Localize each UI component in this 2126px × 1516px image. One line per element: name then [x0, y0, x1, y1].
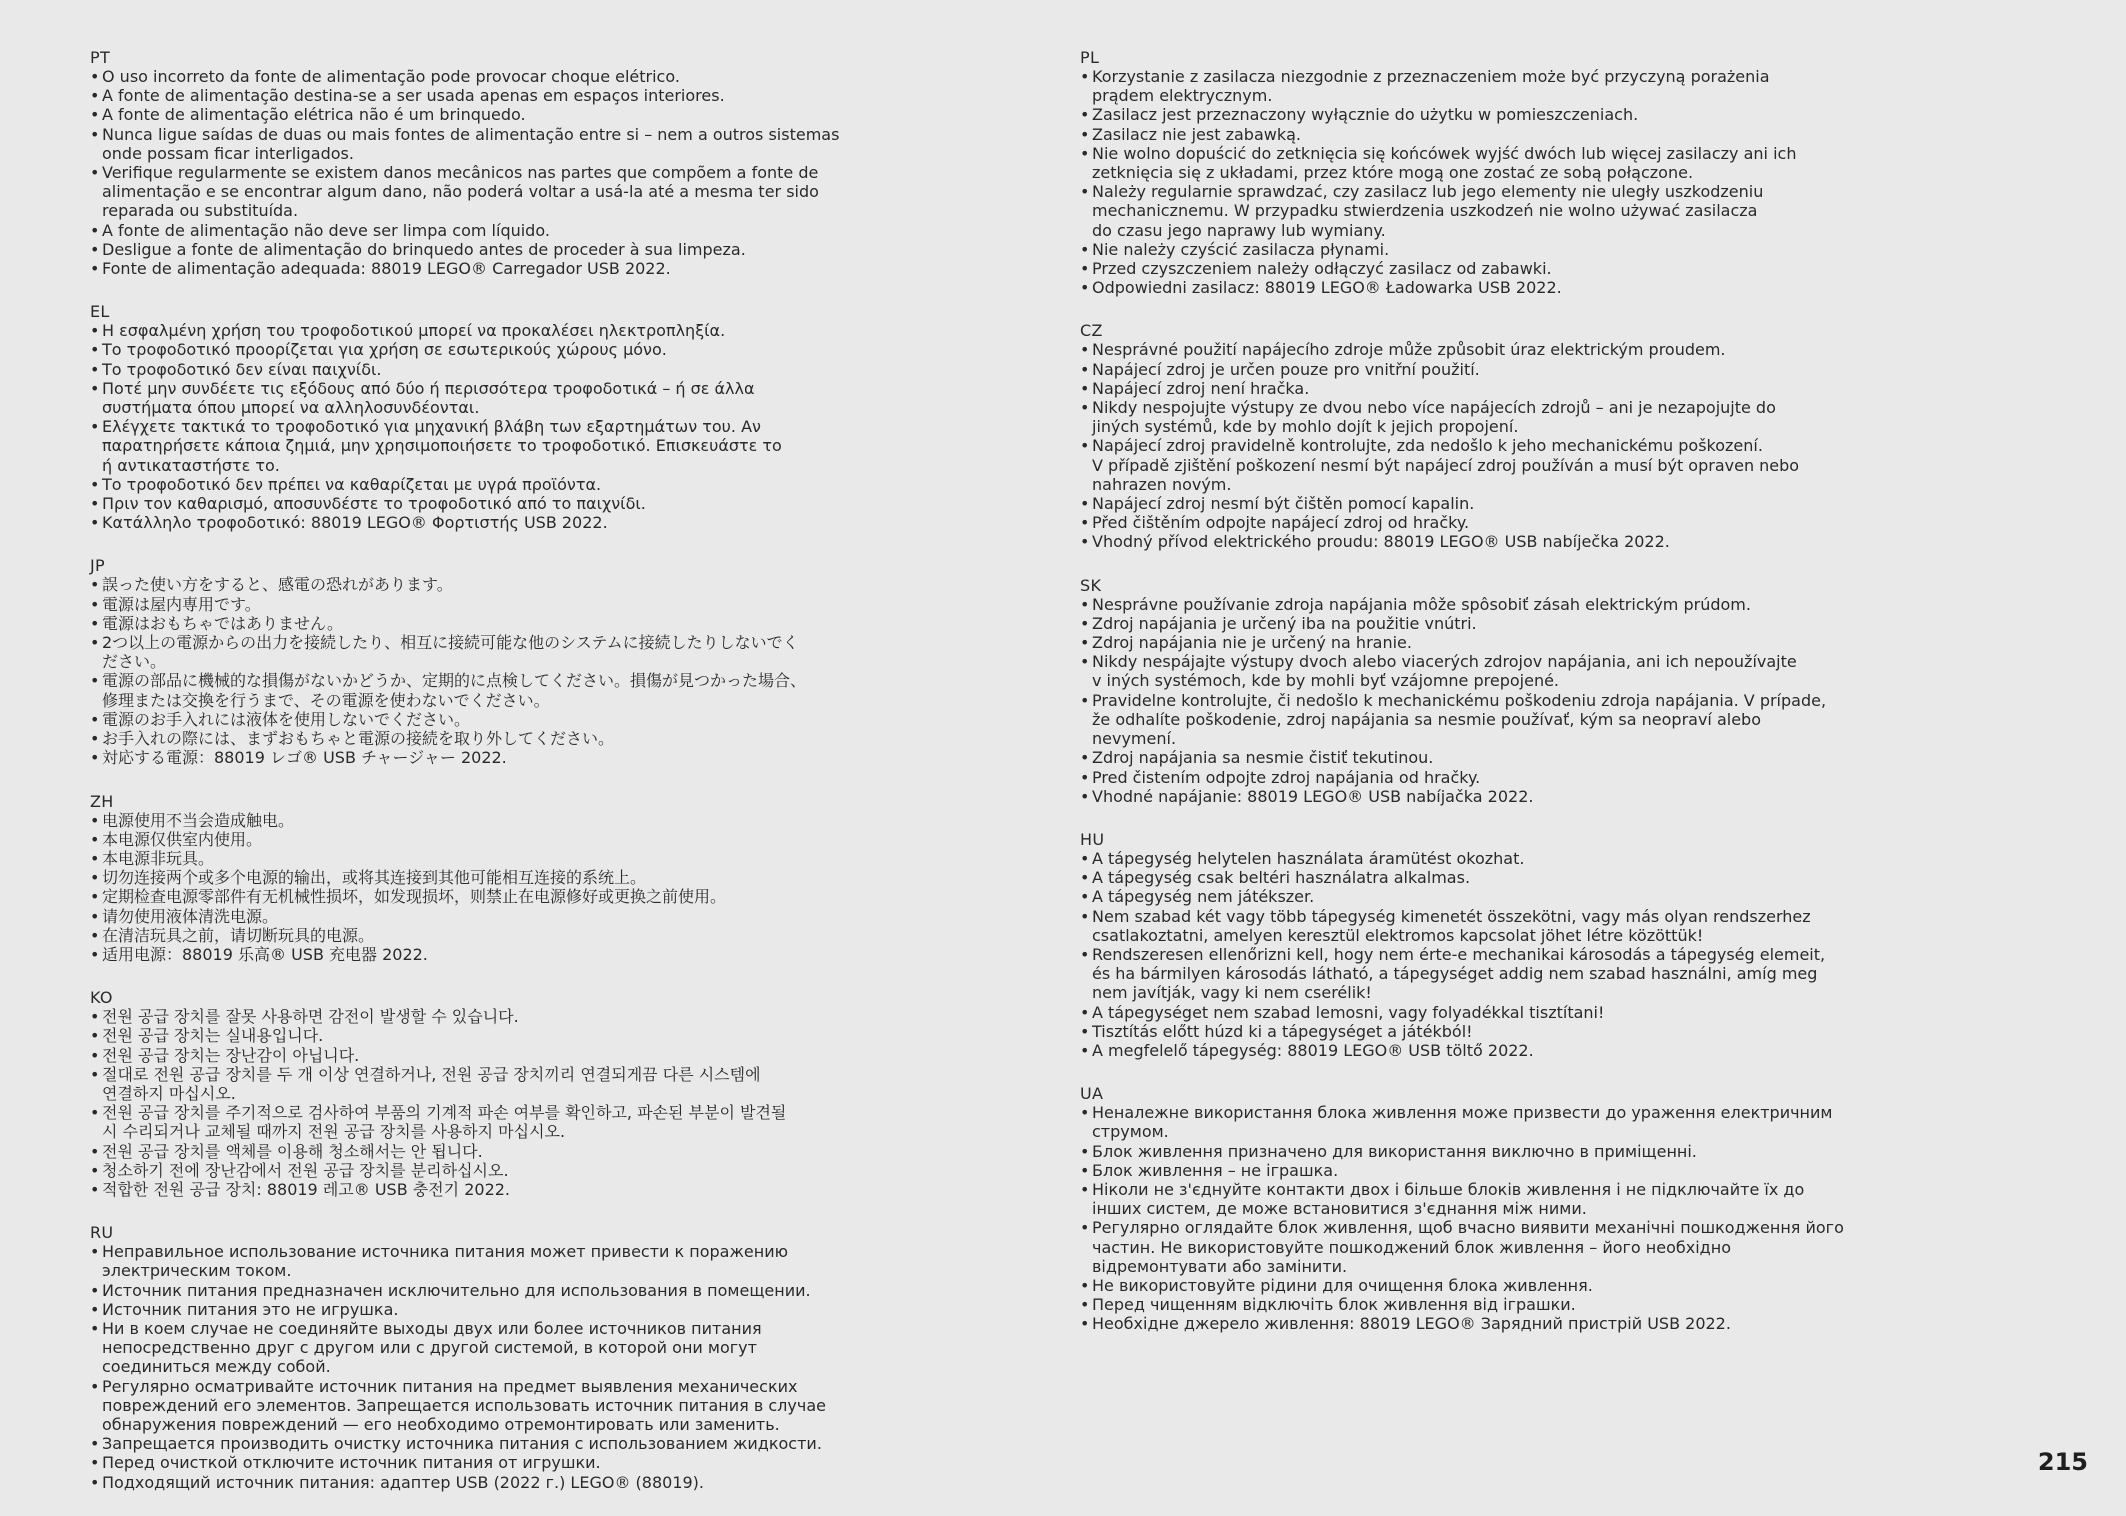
left-column [90, 48, 890, 1516]
safety-item: • 전원 공급 장치를 잘못 사용하면 감전이 발생할 수 있습니다. [90, 1007, 890, 1026]
safety-item: • 전원 공급 장치는 장난감이 아닙니다. [90, 1046, 890, 1065]
safety-item: • A tápegység helytelen használata áramütést okozhat. [1080, 849, 1880, 868]
safety-list [90, 67, 890, 278]
language-code: SK [1080, 575, 1102, 595]
safety-item: • 电源使用不当会造成触电。 [90, 811, 890, 830]
safety-item: • 请勿使用液体清洗电源。 [90, 907, 890, 926]
right-column [1080, 48, 1880, 1358]
safety-item: • Napájecí zdroj pravidelně kontrolujte, zda nedošlo k jeho mechanickému poškození. V případě zjištění poškození nesmí být napájecí zdroj používán a musí být opraven nebo nahrazen novým. [1080, 436, 1880, 494]
section-sk [1080, 576, 1880, 806]
safety-item: • Napájecí zdroj není hračka. [1080, 379, 1880, 398]
safety-item: • Nikdy nespájajte výstupy dvoch alebo viacerých zdrojov napájania, ani ich nepoužívajte v iných systémoch, kde by mohli byť vzájomne prepojené. [1080, 652, 1880, 690]
safety-list [1080, 340, 1880, 551]
safety-item: • Před čištěním odpojte napájecí zdroj od hračky. [1080, 513, 1880, 532]
safety-list [1080, 849, 1880, 1060]
safety-item: • Pravidelne kontrolujte, či nedošlo k mechanickému poškodeniu zdroja napájania. V prípade, že odhalíte poškodenie, zdroj napájania sa nesmie používať, kým sa neopraví alebo nevymení. [1080, 691, 1880, 749]
safety-item: • Pred čistením odpojte zdroj napájania od hračky. [1080, 768, 1880, 787]
safety-item: • 절대로 전원 공급 장치를 두 개 이상 연결하거나, 전원 공급 장치끼리 연결되게끔 다른 시스템에 연결하지 마십시오. [90, 1065, 890, 1103]
safety-item: • 적합한 전원 공급 장치: 88019 레고® USB 충전기 2022. [90, 1180, 890, 1199]
safety-item: • A fonte de alimentação elétrica não é um brinquedo. [90, 105, 890, 124]
safety-list [90, 1007, 890, 1199]
safety-item: • 本电源仅供室内使用。 [90, 830, 890, 849]
safety-item: • Nie należy czyścić zasilacza płynami. [1080, 240, 1880, 259]
safety-item: • Το τροφοδοτικό προορίζεται για χρήση σε εσωτερικούς χώρους μόνο. [90, 340, 890, 359]
safety-item: • 适用电源：88019 乐高® USB 充电器 2022. [90, 945, 890, 964]
safety-list [1080, 1103, 1880, 1333]
safety-item: • Необхідне джерело живлення: 88019 LEGO® Зарядний пристрій USB 2022. [1080, 1314, 1880, 1333]
safety-item: • 전원 공급 장치는 실내용입니다. [90, 1026, 890, 1045]
safety-item: • Неналежне використання блока живлення може призвести до ураження електричним струмом. [1080, 1103, 1880, 1141]
safety-item: • Перед чищенням відключіть блок живлення від іграшки. [1080, 1295, 1880, 1314]
safety-item: • Należy regularnie sprawdzać, czy zasilacz lub jego elementy nie uległy uszkodzeniu mechanicznemu. W przypadku stwierdzenia uszkodzeń nie wolno używać zasilacza do czasu jego naprawy lub wymiany. [1080, 182, 1880, 240]
safety-item: • Rendszeresen ellenőrizni kell, hogy nem érte-e mechanikai károsodás a tápegység elemeit, és ha bármilyen károsodás látható, a tápegységet addig nem szabad használni, amíg meg nem javítják, vagy ki nem cserélik! [1080, 945, 1880, 1003]
safety-item: • Zasilacz nie jest zabawką. [1080, 125, 1880, 144]
safety-item: • Vhodný přívod elektrického proudu: 88019 LEGO® USB nabíječka 2022. [1080, 532, 1880, 551]
safety-item: • O uso incorreto da fonte de alimentação pode provocar choque elétrico. [90, 67, 890, 86]
safety-item: • Блок живлення призначено для використання виключно в приміщенні. [1080, 1142, 1880, 1161]
safety-item: • A tápegység csak beltéri használatra alkalmas. [1080, 868, 1880, 887]
safety-item: • 誤った使い方をすると、感電の恐れがあります。 [90, 575, 890, 594]
safety-item: • 定期检查电源零部件有无机械性损坏，如发现损坏，则禁止在电源修好或更换之前使用。 [90, 887, 890, 906]
safety-item: • 対応する電源：88019 レゴ® USB チャージャー 2022. [90, 748, 890, 767]
safety-list [90, 575, 890, 767]
safety-item: • Ελέγχετε τακτικά το τροφοδοτικό για μηχανική βλάβη των εξαρτημάτων του. Αν παρατηρήσετε κάποια ζημιά, μην χρησιμοποιήσετε το τροφοδοτικό. Επισκευάστε το ή αντικαταστήστε το. [90, 417, 890, 475]
safety-item: • 전원 공급 장치를 액체를 이용해 청소해서는 안 됩니다. [90, 1142, 890, 1161]
safety-item: • Регулярно осматривайте источник питания на предмет выявления механических повреждений его элементов. Запрещается использовать источник питания в случае обнаружения повреждений — его необходимо отремонтировать или заменить. [90, 1377, 890, 1435]
safety-item: • 切勿连接两个或多个电源的输出，或将其连接到其他可能相互连接的系统上。 [90, 868, 890, 887]
section-pt [90, 48, 890, 278]
section-el [90, 302, 890, 532]
safety-item: • A fonte de alimentação destina-se a ser usada apenas em espaços interiores. [90, 86, 890, 105]
safety-item: • Odpowiedni zasilacz: 88019 LEGO® Ładowarka USB 2022. [1080, 278, 1880, 297]
safety-item: • Το τροφοδοτικό δεν πρέπει να καθαρίζεται με υγρά προϊόντα. [90, 475, 890, 494]
safety-item: • Nunca ligue saídas de duas ou mais fontes de alimentação entre si – nem a outros sistemas onde possam ficar interligados. [90, 125, 890, 163]
safety-item: • Napájecí zdroj je určen pouze pro vnitřní použití. [1080, 360, 1880, 379]
safety-item: • お手入れの際には、まずおもちゃと電源の接続を取り外してください。 [90, 729, 890, 748]
language-code: ZH [90, 791, 114, 811]
safety-item: • Πριν τον καθαρισμό, αποσυνδέστε το τροφοδοτικό από το παιχνίδι. [90, 494, 890, 513]
language-code: UA [1080, 1084, 1104, 1104]
safety-item: • Το τροφοδοτικό δεν είναι παιχνίδι. [90, 360, 890, 379]
language-code: PL [1080, 48, 1100, 67]
safety-item: • 청소하기 전에 장난감에서 전원 공급 장치를 분리하십시오. [90, 1161, 890, 1180]
safety-item: • Korzystanie z zasilacza niezgodnie z przeznaczeniem może być przyczyną porażenia prądem elektrycznym. [1080, 67, 1880, 105]
safety-item: • Nem szabad két vagy több tápegység kimenetét összekötni, vagy más olyan rendszerhez csatlakoztatni, amelyen keresztül elektromos kapcsolat jöhet létre közöttük! [1080, 907, 1880, 945]
safety-item: • Przed czyszczeniem należy odłączyć zasilacz od zabawki. [1080, 259, 1880, 278]
language-code: CZ [1080, 321, 1103, 341]
section-jp [90, 556, 890, 767]
language-code: HU [1080, 829, 1105, 849]
section-cz [1080, 321, 1880, 551]
section-ru [90, 1223, 890, 1492]
safety-item: • A megfelelő tápegység: 88019 LEGO® USB töltő 2022. [1080, 1041, 1880, 1060]
safety-list [1080, 595, 1880, 806]
safety-item: • 2つ以上の電源からの出力を接続したり、相互に接続可能な他のシステムに接続したりしないでく ださい。 [90, 633, 890, 671]
safety-list [1080, 67, 1880, 297]
safety-item: • Fonte de alimentação adequada: 88019 LEGO® Carregador USB 2022. [90, 259, 890, 278]
safety-item: • 在清洁玩具之前，请切断玩具的电源。 [90, 926, 890, 945]
safety-list [90, 811, 890, 965]
safety-item: • A fonte de alimentação não deve ser limpa com líquido. [90, 221, 890, 240]
safety-item: • Подходящий источник питания: адаптер USB (2022 г.) LEGO® (88019). [90, 1473, 890, 1492]
safety-list [90, 321, 890, 532]
safety-item: • 電源の部品に機械的な損傷がないかどうか、定期的に点検してください。損傷が見つかった場合、 修理または交換を行うまで、その電源を使わないでください。 [90, 671, 890, 709]
safety-item: • Не використовуйте рідини для очищення блока живлення. [1080, 1276, 1880, 1295]
safety-item: • Блок живлення – не іграшка. [1080, 1161, 1880, 1180]
language-code: KO [90, 988, 113, 1008]
section-zh [90, 792, 890, 965]
safety-item: • Источник питания это не игрушка. [90, 1300, 890, 1319]
safety-item: • Κατάλληλο τροφοδοτικό: 88019 LEGO® Φορτιστής USB 2022. [90, 513, 890, 532]
safety-item: • A tápegységet nem szabad lemosni, vagy folyadékkal tisztítani! [1080, 1003, 1880, 1022]
language-code: EL [90, 302, 110, 322]
safety-item: • Vhodné napájanie: 88019 LEGO® USB nabíjačka 2022. [1080, 787, 1880, 806]
safety-item: • Nikdy nespojujte výstupy ze dvou nebo více napájecích zdrojů – ani je nezapojujte do jiných systémů, kde by mohlo dojít k jejich propojení. [1080, 398, 1880, 436]
safety-item: • Desligue a fonte de alimentação do brinquedo antes de proceder à sua limpeza. [90, 240, 890, 259]
language-code: RU [90, 1223, 114, 1243]
safety-item: • Ни в коем случае не соединяйте выходы двух или более источников питания непосредственно друг с другом или с другой системой, в которой они могут соединиться между собой. [90, 1319, 890, 1377]
safety-item: • Zdroj napájania sa nesmie čistiť tekutinou. [1080, 748, 1880, 767]
safety-item: • A tápegység nem játékszer. [1080, 887, 1880, 906]
safety-item: • 전원 공급 장치를 주기적으로 검사하여 부품의 기계적 파손 여부를 확인하고, 파손된 부분이 발견될 시 수리되거나 교체될 때까지 전원 공급 장치를 사용하지 마십시오. [90, 1103, 890, 1141]
safety-item: • 電源のお手入れには液体を使用しないでください。 [90, 710, 890, 729]
safety-item: • 電源はおもちゃではありません。 [90, 614, 890, 633]
safety-item: • 本电源非玩具。 [90, 849, 890, 868]
safety-item: • Napájecí zdroj nesmí být čištěn pomocí kapalin. [1080, 494, 1880, 513]
language-code: JP [90, 556, 105, 576]
language-code: PT [90, 48, 111, 67]
page-number: 215 [2037, 1448, 2088, 1476]
safety-list [90, 1242, 890, 1492]
safety-item: • Nesprávné použití napájecího zdroje může způsobit úraz elektrickým proudem. [1080, 340, 1880, 359]
safety-item: • Источник питания предназначен исключительно для использования в помещении. [90, 1281, 890, 1300]
safety-item: • Ніколи не з'єднуйте контакти двох і більше блоків живлення і не підключайте їх до інших систем, де може встановитися з'єднання між ними. [1080, 1180, 1880, 1218]
section-hu [1080, 830, 1880, 1060]
safety-item: • Запрещается производить очистку источника питания с использованием жидкости. [90, 1434, 890, 1453]
safety-item: • Zdroj napájania je určený iba na použitie vnútri. [1080, 614, 1880, 633]
safety-item: • Перед очисткой отключите источник питания от игрушки. [90, 1453, 890, 1472]
safety-item: • Verifique regularmente se existem danos mecânicos nas partes que compõem a fonte de alimentação e se encontrar algum dano, não poderá voltar a usá-la até a mesma ter sido reparada ou substituída. [90, 163, 890, 221]
safety-item: • Zdroj napájania nie je určený na hranie. [1080, 633, 1880, 652]
safety-item: • Nie wolno dopuścić do zetknięcia się końcówek wyjść dwóch lub więcej zasilaczy ani ich zetknięcia się z układami, przez które mogą one zostać ze sobą połączone. [1080, 144, 1880, 182]
safety-item: • Η εσφαλμένη χρήση του τροφοδοτικού μπορεί να προκαλέσει ηλεκτροπληξία. [90, 321, 890, 340]
safety-item: • Неправильное использование источника питания может привести к поражению электрическим током. [90, 1242, 890, 1280]
section-ua [1080, 1084, 1880, 1333]
section-ko [90, 988, 890, 1199]
section-pl [1080, 48, 1880, 297]
safety-item: • 電源は屋内専用です。 [90, 595, 890, 614]
safety-item: • Nesprávne používanie zdroja napájania môže spôsobiť zásah elektrickým prúdom. [1080, 595, 1880, 614]
safety-item: • Zasilacz jest przeznaczony wyłącznie do użytku w pomieszczeniach. [1080, 105, 1880, 124]
safety-item: • Регулярно оглядайте блок живлення, щоб вчасно виявити механічні пошкодження його частин. Не використовуйте пошкоджений блок живлення – його необхідно відремонтувати або замінити. [1080, 1218, 1880, 1276]
safety-item: • Ποτέ μην συνδέετε τις εξόδους από δύο ή περισσότερα τροφοδοτικά – ή σε άλλα συστήματα όπου μπορεί να αλληλοσυνδέονται. [90, 379, 890, 417]
safety-item: • Tisztítás előtt húzd ki a tápegységet a játékból! [1080, 1022, 1880, 1041]
